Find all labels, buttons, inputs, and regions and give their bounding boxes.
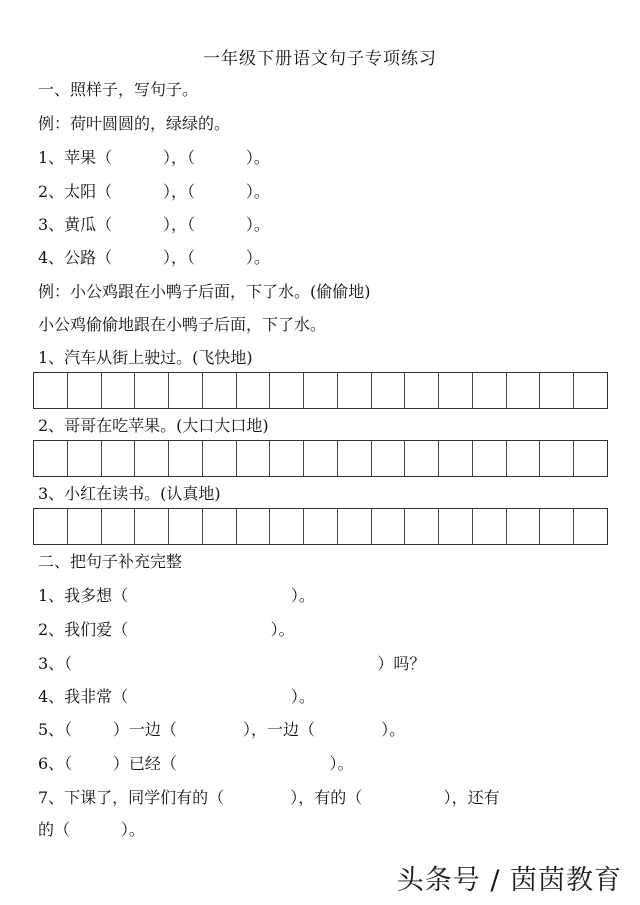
grid-cell[interactable] xyxy=(237,373,271,408)
grid-cell[interactable] xyxy=(507,509,541,544)
grid-cell[interactable] xyxy=(169,441,203,476)
worksheet-title: 一年级下册语文句子专项练习 xyxy=(203,49,437,69)
grid-cell[interactable] xyxy=(135,373,169,408)
grid-cell[interactable] xyxy=(574,441,607,476)
section1-heading: 一、照样子，写句子。 xyxy=(38,80,199,99)
section2-item-7: 7、下课了，同学们有的（ ），有的（ ），还有 xyxy=(38,788,500,807)
grid-cell[interactable] xyxy=(68,373,102,408)
writing-grid-2[interactable] xyxy=(33,440,608,477)
grid-cell[interactable] xyxy=(34,373,68,408)
grid-cell[interactable] xyxy=(473,373,507,408)
watermark: 头条号 / 茵茵教育 xyxy=(396,865,622,896)
grid-cell[interactable] xyxy=(169,509,203,544)
section2-item-6: 6、（ ）已经（ ）。 xyxy=(38,754,354,773)
grid-cell[interactable] xyxy=(270,441,304,476)
grid-cell[interactable] xyxy=(439,373,473,408)
grid-cell[interactable] xyxy=(102,373,136,408)
section2-item-1: 1、我多想（ ）。 xyxy=(38,586,315,605)
grid-cell[interactable] xyxy=(439,441,473,476)
section2-item-3: 3、（ ）吗？ xyxy=(38,654,426,673)
grid-cell[interactable] xyxy=(135,509,169,544)
grid-cell[interactable] xyxy=(135,441,169,476)
grid-cell[interactable] xyxy=(237,509,271,544)
grid-cell[interactable] xyxy=(372,509,406,544)
section2-heading: 二、把句子补充完整 xyxy=(38,552,183,571)
grid-cell[interactable] xyxy=(405,441,439,476)
writing-item-3: 3、小红在读书。(认真地) xyxy=(38,484,221,503)
grid-cell[interactable] xyxy=(270,373,304,408)
grid-cell[interactable] xyxy=(540,373,574,408)
example2-answer: 小公鸡偷偷地跟在小鸭子后面，下了水。 xyxy=(38,315,327,334)
grid-cell[interactable] xyxy=(473,441,507,476)
grid-cell[interactable] xyxy=(237,441,271,476)
section2-item-4: 4、我非常（ ）。 xyxy=(38,687,315,706)
grid-cell[interactable] xyxy=(102,509,136,544)
grid-cell[interactable] xyxy=(169,373,203,408)
section1-item-4: 4、公路（ ），（ ）。 xyxy=(38,248,270,267)
grid-cell[interactable] xyxy=(34,509,68,544)
grid-cell[interactable] xyxy=(270,509,304,544)
grid-cell[interactable] xyxy=(405,509,439,544)
section2-item-7-continued: 的（ ）。 xyxy=(38,820,145,839)
grid-cell[interactable] xyxy=(540,509,574,544)
grid-cell[interactable] xyxy=(338,441,372,476)
grid-cell[interactable] xyxy=(372,441,406,476)
grid-cell[interactable] xyxy=(507,373,541,408)
section2-item-2: 2、我们爱（ ）。 xyxy=(38,620,295,639)
writing-grid-1[interactable] xyxy=(33,372,608,409)
grid-cell[interactable] xyxy=(203,441,237,476)
grid-cell[interactable] xyxy=(338,373,372,408)
grid-cell[interactable] xyxy=(102,441,136,476)
grid-cell[interactable] xyxy=(507,441,541,476)
writing-item-1: 1、汽车从街上驶过。(飞快地) xyxy=(38,348,253,367)
grid-cell[interactable] xyxy=(372,373,406,408)
grid-cell[interactable] xyxy=(439,509,473,544)
grid-cell[interactable] xyxy=(338,509,372,544)
grid-cell[interactable] xyxy=(203,373,237,408)
grid-cell[interactable] xyxy=(574,373,607,408)
grid-cell[interactable] xyxy=(304,373,338,408)
section1-item-1: 1、苹果（ ），（ ）。 xyxy=(38,148,270,167)
grid-cell[interactable] xyxy=(540,441,574,476)
writing-grid-3[interactable] xyxy=(33,508,608,545)
grid-cell[interactable] xyxy=(473,509,507,544)
example1: 例：荷叶圆圆的，绿绿的。 xyxy=(38,114,231,133)
grid-cell[interactable] xyxy=(68,509,102,544)
section2-item-5: 5、（ ）一边（ ），一边（ ）。 xyxy=(38,720,406,739)
grid-cell[interactable] xyxy=(203,509,237,544)
grid-cell[interactable] xyxy=(68,441,102,476)
grid-cell[interactable] xyxy=(574,509,607,544)
grid-cell[interactable] xyxy=(304,509,338,544)
section1-item-2: 2、太阳（ ），（ ）。 xyxy=(38,182,270,201)
grid-cell[interactable] xyxy=(405,373,439,408)
section1-item-3: 3、黄瓜（ ），（ ）。 xyxy=(38,215,270,234)
grid-cell[interactable] xyxy=(34,441,68,476)
example2: 例：小公鸡跟在小鸭子后面，下了水。(偷偷地) xyxy=(38,282,371,301)
grid-cell[interactable] xyxy=(304,441,338,476)
writing-item-2: 2、哥哥在吃苹果。(大口大口地) xyxy=(38,416,269,435)
